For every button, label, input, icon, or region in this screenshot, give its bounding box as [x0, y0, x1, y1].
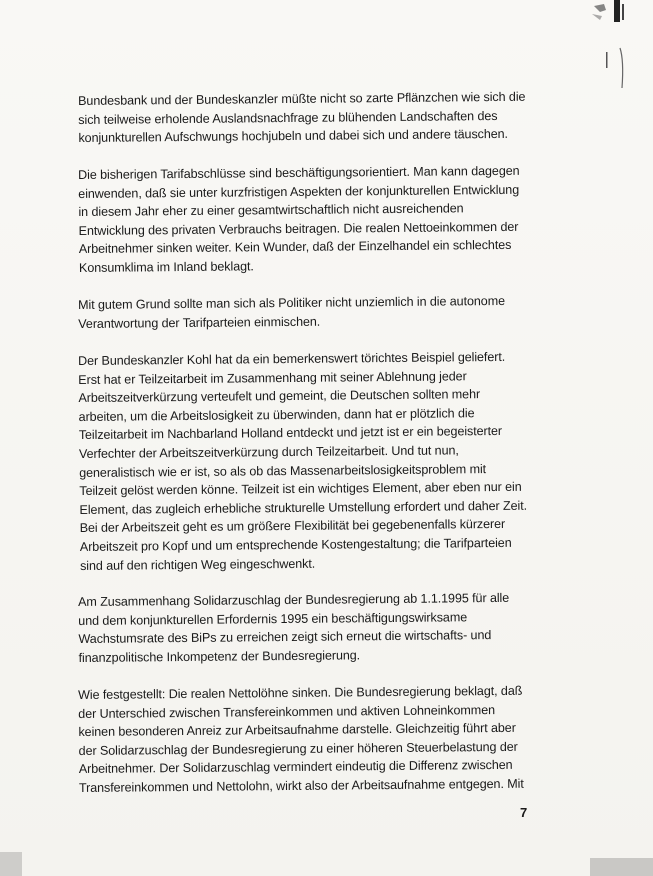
text-line: Erst hat er Teilzeitarbeit im Zusammenhang mit seiner Ablehnung jeder	[78, 368, 467, 387]
text-line: Element, das zugleich erhebliche strukturelle Umstellung erfordert und daher Zeit.	[79, 498, 528, 517]
text-line: Verfechter der Arbeitszeitverkürzung durch Teilzeitarbeit. Und tut nun,	[78, 443, 459, 461]
text-line: arbeiten, um die Arbeitslosigkeit zu überwinden, dann hat er plötzlich die	[78, 405, 475, 424]
text-line: Arbeitnehmer. Der Solidarzuschlag vermindert eindeutig die Differenz zwischen	[78, 758, 513, 777]
text-line: in diesem Jahr eher zu einer gesamtwirtschaftlich nicht ausreichenden	[78, 201, 464, 220]
page-number: 7	[520, 805, 528, 820]
text-line: Wie festgestellt: Die realen Nettolöhne sinken. Die Bundesregierung beklagt, daß	[78, 683, 523, 702]
text-line: Mit gutem Grund sollte man sich als Politiker nicht unziemlich in die autonome	[78, 294, 506, 313]
paragraph-3	[78, 292, 528, 334]
text-line: Bundesbank und der Bundeskanzler müßte nicht so zarte Pflänzchen wie sich die	[78, 89, 526, 108]
scan-artifact-top	[590, 0, 630, 24]
text-line: keinen besonderen Anreiz zur Arbeitsaufnahme darstelle. Gleichzeitig führt aber	[78, 720, 516, 740]
text-line: Arbeitnehmer sinken weiter. Kein Wunder, daß der Einzelhandel ein schlechtes	[78, 238, 512, 257]
text-line: Konsumklima im Inland beklagt.	[78, 259, 254, 276]
text-line: Am Zusammenhang Solidarzuschlag der Bundesregierung ab 1.1.1995 für alle	[78, 591, 510, 610]
text-line: Transfereinkommen und Nettolohn, wirkt also der Arbeitsaufnahme entgegen. Mit	[78, 776, 524, 795]
text-line: sich teilweise erholende Auslandsnachfrage zu blühenden Landschaften des	[78, 108, 498, 127]
text-line: Bei der Arbeitszeit geht es um größere Flexibilität bei gegebenenfalls kürzerer	[79, 516, 506, 536]
text-line: und dem konjunkturellen Erfordernis 1995 ein beschäftigungswirksame	[78, 610, 468, 628]
text-line: Teilzeit gelöst werden könne. Teilzeit ist ein wichtiges Element, aber eben nur ein	[79, 479, 522, 498]
text-line: Die bisherigen Tarifabschlüsse sind beschäftigungsorientiert. Man kann dagegen	[78, 163, 520, 183]
text-line: generalistisch wie er ist, so als ob das Massenarbeitslosigkeitsproblem mit	[79, 461, 487, 480]
paragraph-4	[78, 347, 530, 574]
text-line: einwenden, daß sie unter kurzfristigen Aspekten der konjunkturellen Entwicklung	[78, 182, 520, 201]
text-line: Arbeitszeit pro Kopf und um entsprechende Kostengestaltung; die Tarifparteien	[79, 535, 512, 554]
paragraph-1	[78, 88, 529, 148]
text-line: Wachstumsrate des BiPs zu erreichen zeigt sich erneut die wirtschafts- und	[78, 628, 492, 647]
scan-artifact-right	[604, 40, 628, 100]
document-body	[78, 89, 528, 816]
text-line: Arbeitszeitverkürzung verteufelt und gemeint, die Deutschen sollten mehr	[78, 387, 481, 405]
paragraph-2	[78, 162, 529, 278]
text-line: Verantwortung der Tarifparteien einmischen.	[78, 314, 321, 331]
text-line: finanzpolitische Inkompetenz der Bundesregierung.	[78, 648, 361, 665]
paragraph-5	[78, 589, 529, 668]
text-line: konjunkturellen Aufschwungs hochjubeln und dabei sich und andere täuschen.	[78, 127, 508, 146]
paragraph-6	[78, 682, 529, 798]
scan-artifact-bottom	[0, 846, 653, 876]
text-line: sind auf den richtigen Weg eingeschwenkt.	[79, 555, 316, 573]
text-line: der Unterschied zwischen Transfereinkommen und aktiven Lohneinkommen	[78, 702, 496, 721]
text-line: Der Bundeskanzler Kohl hat da ein bemerkenswert törichtes Beispiel geliefert.	[78, 349, 506, 368]
text-line: Teilzeitarbeit im Nachbarland Holland entdeckt und jetzt ist er ein begeisterter	[78, 424, 503, 443]
text-line: Entwicklung des privaten Verbrauchs beitragen. Die realen Nettoeinkommen der	[78, 219, 519, 238]
text-line: der Solidarzuschlag der Bundesregierung zu einer höheren Steuerbelastung der	[78, 739, 518, 758]
